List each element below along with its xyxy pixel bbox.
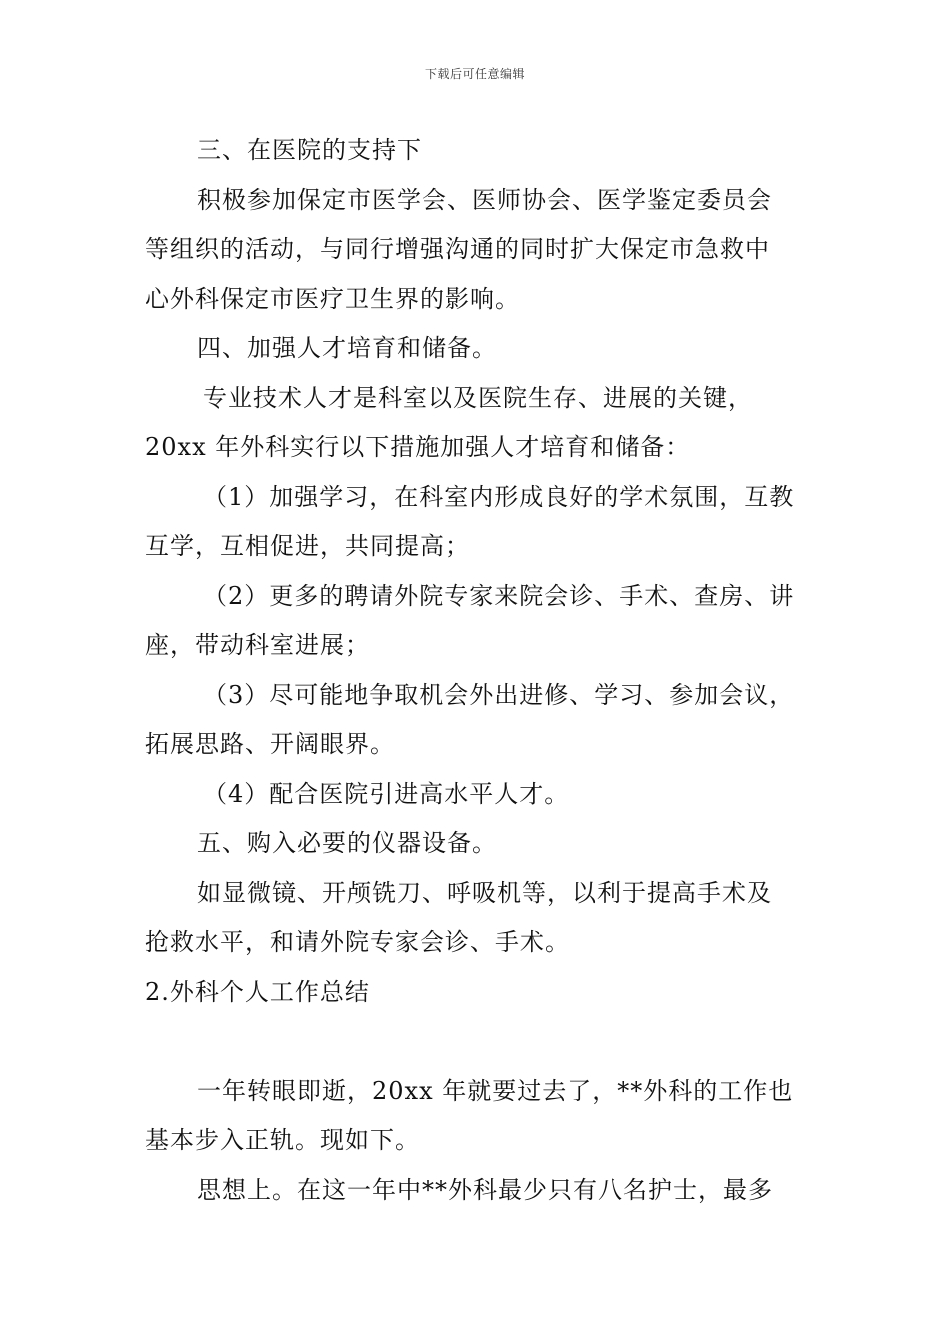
blank-line bbox=[145, 1017, 815, 1067]
list-item: （4）配合医院引进高水平人才。 bbox=[203, 779, 570, 808]
list-item: （1）加强学习，在科室内形成良好的学术氛围，互教 bbox=[203, 482, 795, 511]
paragraph-line: 积极参加保定市医学会、医师协会、医学鉴定委员会 bbox=[197, 185, 772, 214]
document-title: 2.外科个人工作总结 bbox=[145, 977, 370, 1006]
paragraph-line: 座，带动科室进展； bbox=[145, 631, 370, 659]
paragraph-line: 专业技术人才是科室以及医院生存、进展的关键， bbox=[203, 383, 753, 412]
paragraph-line: 思想上。在这一年中**外科最少只有八名护士，最多 bbox=[197, 1175, 773, 1204]
section-heading: 五、购入必要的仪器设备。 bbox=[197, 829, 497, 857]
list-item: （2）更多的聘请外院专家来院会诊、手术、查房、讲 bbox=[203, 581, 795, 610]
paragraph-line: 如显微镜、开颅铣刀、呼吸机等，以利于提高手术及 bbox=[197, 878, 772, 907]
paragraph-line: 一年转眼即逝，20xx 年就要过去了，**外科的工作也 bbox=[197, 1076, 794, 1105]
paragraph-line: 互学，互相促进，共同提高； bbox=[145, 532, 470, 560]
section-heading: 四、加强人才培育和储备。 bbox=[197, 334, 497, 362]
paragraph-line: 等组织的活动，与同行增强沟通的同时扩大保定市急救中 bbox=[145, 235, 770, 263]
paragraph-line: 三、在医院的支持下 bbox=[197, 136, 422, 164]
page-header: 下载后可任意编辑 bbox=[424, 67, 525, 81]
paragraph-line: 拓展思路、开阔眼界。 bbox=[145, 730, 395, 758]
paragraph-line: 心外科保定市医疗卫生界的影响。 bbox=[145, 284, 520, 313]
document-body bbox=[145, 126, 815, 1215]
paragraph-line: 20xx 年外科实行以下措施加强人才培育和储备： bbox=[145, 433, 691, 461]
paragraph-line: 抢救水平，和请外院专家会诊、手术。 bbox=[145, 928, 570, 956]
paragraph-line: 基本步入正轨。现如下。 bbox=[145, 1126, 420, 1154]
list-item: （3）尽可能地争取机会外出进修、学习、参加会议， bbox=[203, 680, 795, 709]
